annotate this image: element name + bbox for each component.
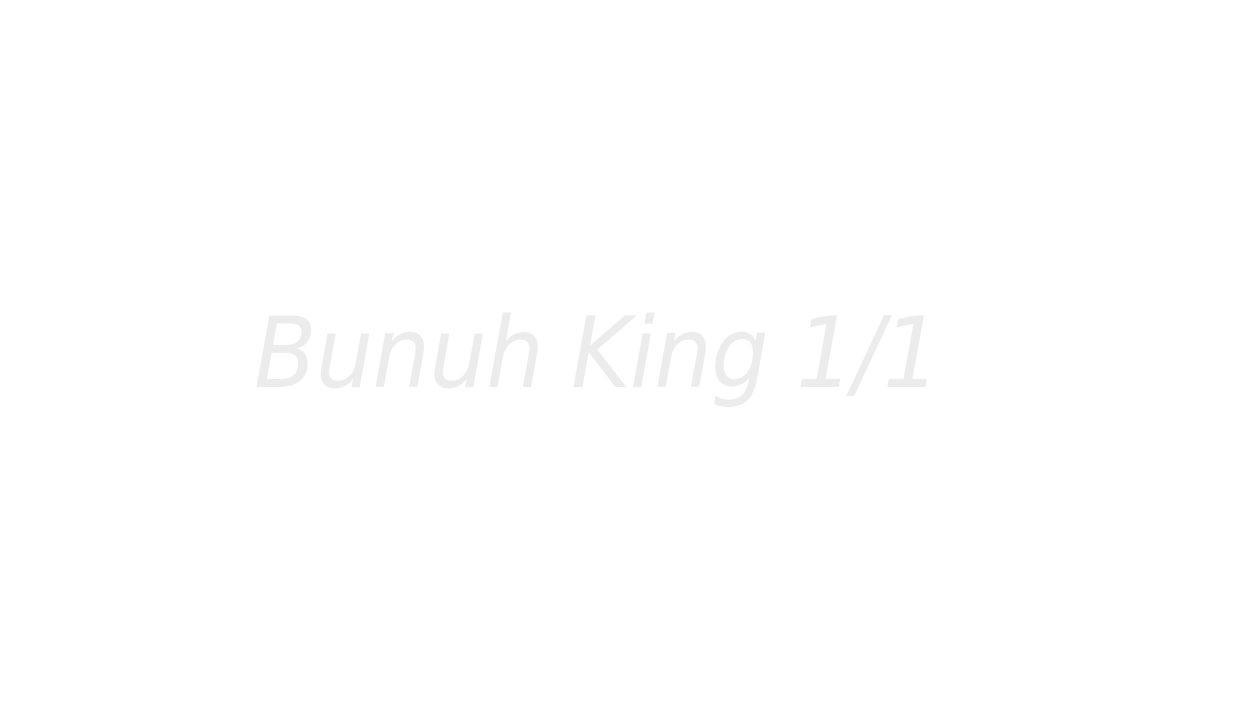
objective-overlay-text: Bunuh King 1/1 (254, 297, 940, 411)
